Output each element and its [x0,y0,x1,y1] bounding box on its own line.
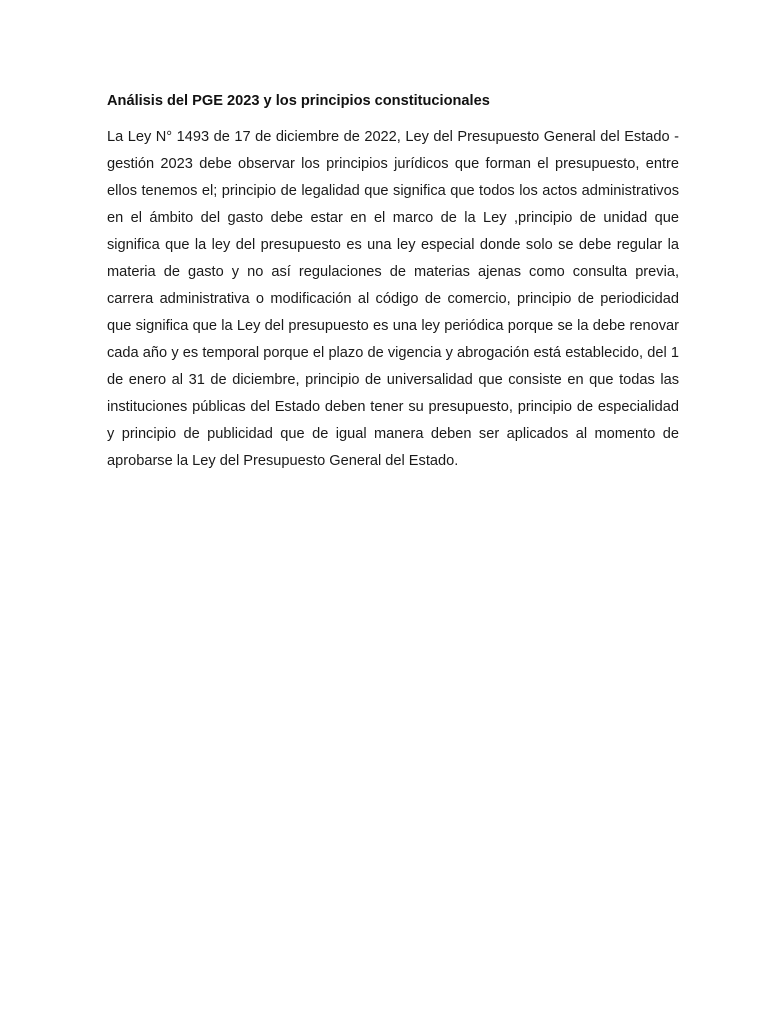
document-title: Análisis del PGE 2023 y los principios constitucionales [107,93,490,109]
document-body-paragraph: La Ley N° 1493 de 17 de diciembre de 2022, Ley del Presupuesto General del Estado - gestión 2023 debe observar los principios jurídicos que forman el presupuesto, entre ellos tenemos el; principio de legalidad que significa que todos los actos administrativos en el ámbito del gasto debe estar en el marco de la Ley ,principio de unidad que significa que la ley del presupuesto es una ley especial donde solo se debe regular la materia de gasto y no así regulaciones de materias ajenas como consulta previa, carrera administrativa o modificación al código de comercio, principio de periodicidad que significa que la Ley del presupuesto es una ley periódica porque se la debe renovar cada año y es temporal porque el plazo de vigencia y abrogación está establecido, del 1 de enero al 31 de diciembre, principio de universalidad que consiste en que todas las instituciones públicas del Estado deben tener su presupuesto, principio de especialidad y principio de publicidad que de igual manera deben ser aplicados al momento de aprobarse la Ley del Presupuesto General del Estado. [107,129,679,469]
